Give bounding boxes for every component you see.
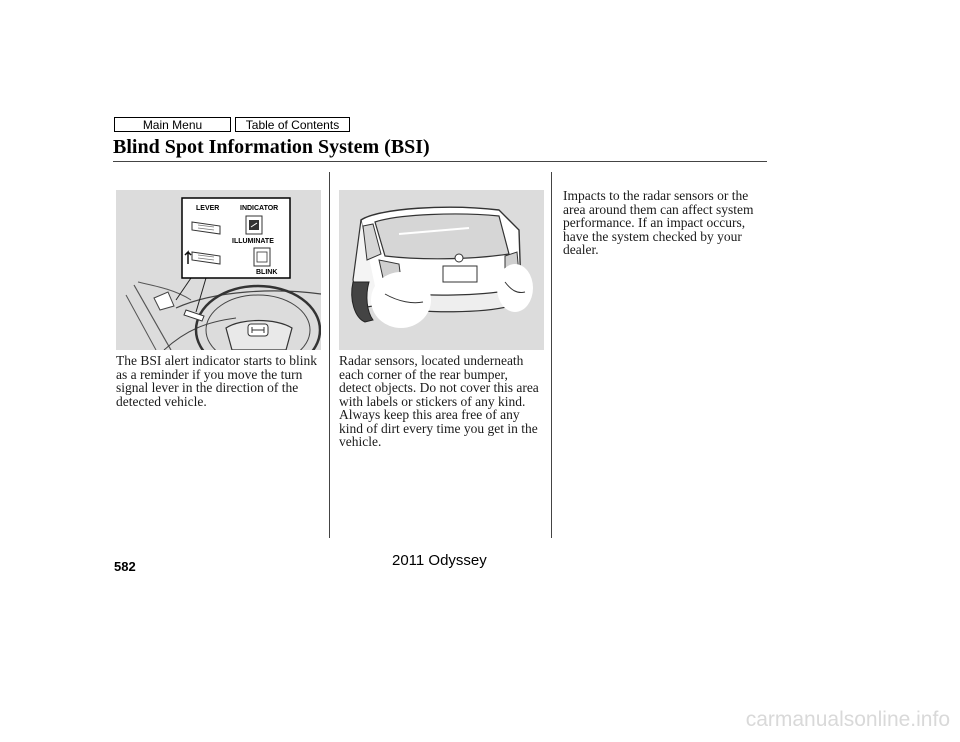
column-divider-1 [329, 172, 330, 538]
dashboard-drawing [116, 190, 321, 350]
table-of-contents-button[interactable]: Table of Contents [235, 117, 350, 132]
bsi-indicator-lit-icon [246, 216, 262, 234]
watermark: carmanualsonline.info [745, 708, 950, 731]
rear-bumper-illustration [339, 190, 544, 350]
header-divider [113, 161, 767, 162]
label-illuminate: ILLUMINATE [232, 238, 274, 245]
left-sensor-area [371, 272, 431, 328]
model-label: 2011 Odyssey [392, 552, 487, 569]
bsi-indicator-blink-icon [254, 248, 270, 266]
label-blink: BLINK [256, 269, 278, 276]
impact-warning-text: Impacts to the radar sensors or the area around them can affect system performance. If an impact occurs, have the system checked by your dealer. [563, 188, 754, 257]
right-sensor-area [497, 264, 533, 312]
label-indicator: INDICATOR [240, 205, 279, 212]
dashboard-illustration [116, 190, 321, 350]
main-menu-button[interactable]: Main Menu [114, 117, 231, 132]
column-divider-2 [551, 172, 552, 538]
bsi-indicator-description: The BSI alert indicator starts to blink as a reminder if you move the turn signal lever in the direction of the detected vehicle. [116, 353, 317, 409]
page-title: Blind Spot Information System (BSI) [113, 136, 430, 158]
page-number: 582 [114, 559, 136, 574]
radar-sensor-description: Radar sensors, located underneath each corner of the rear bumper, detect objects. Do not cover this area with labels or stickers of any kind. Always keep this area free of any kind of dirt every time you get in the vehicle. [339, 353, 539, 449]
minivan-rear-drawing [339, 190, 544, 350]
label-lever: LEVER [196, 205, 220, 212]
